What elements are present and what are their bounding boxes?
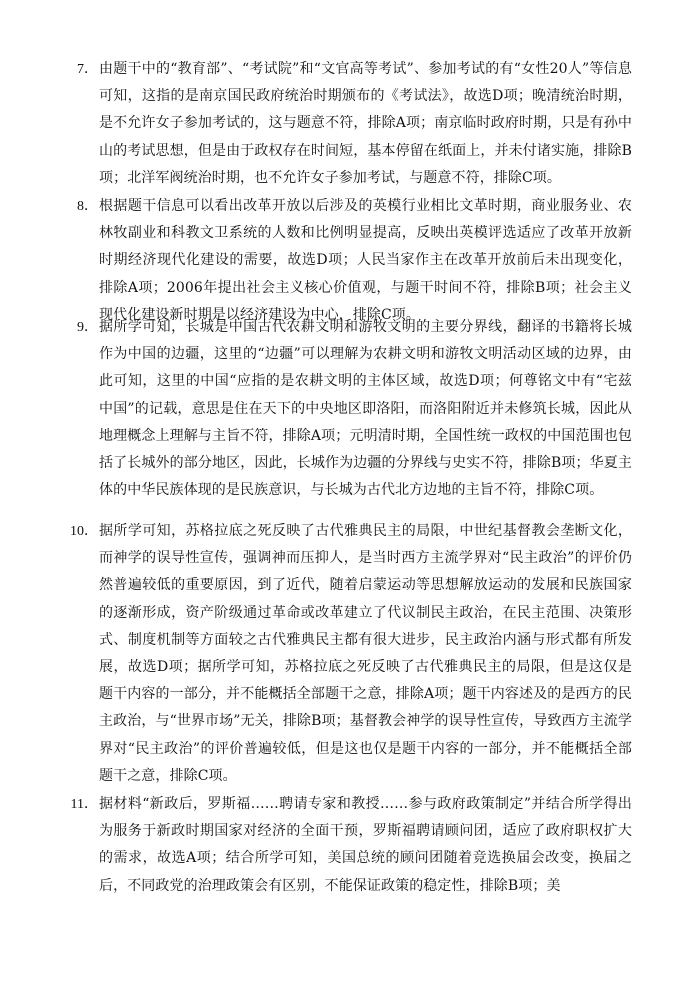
item-number: 8． bbox=[77, 199, 98, 214]
item-number: 11． bbox=[70, 797, 98, 812]
item-explanation: 据材料“新政后，罗斯福……聘请专家和教授……参与政府政策制定”并结合所学得出为服务于新政时期国家对经济的全面干预，罗斯福聘请顾问团，适应了政府职权扩大的需求，故选A项；结合所学可知，美国总统的顾问团随着竞选换届会改变，换届之后，不同政党的治理政策会有区别，不能保证政策的稳定性，排除B项；美 bbox=[99, 796, 632, 894]
item-number: 7． bbox=[77, 62, 98, 77]
item-number: 9． bbox=[77, 320, 98, 335]
item-explanation: 据所学可知，长城是中国古代农耕文明和游牧文明的主要分界线，翻译的书籍将长城作为中国的边疆，这里的“边疆”可以理解为农耕文明和游牧文明活动区域的边界，由此可知，这里的中国“应指的是农耕文明的主体区域，故选D项；何尊铭文中有“宅兹中国”的记载，意思是住在天下的中央地区即洛阳，而洛阳附近并未修筑长城，因此从地理概念上理解与主旨不符，排除A项；元明清时期，全国性统一政权的中国范围也包括了长城外的部分地区，因此，长城作为边疆的分界线与史实不符，排除B项；华夏主体的中华民族体现的是民族意识，与长城为古代北方边地的主旨不符，排除C项。 bbox=[99, 319, 632, 499]
answer-item-10 bbox=[66, 518, 632, 790]
answer-item-7 bbox=[66, 56, 632, 192]
answer-item-9 bbox=[66, 314, 632, 504]
answer-item-11 bbox=[66, 791, 632, 900]
answer-item-8 bbox=[66, 193, 632, 329]
item-explanation: 据所学可知，苏格拉底之死反映了古代雅典民主的局限，中世纪基督教会垄断文化，而神学的误导性宣传，强调神而压抑人，是当时西方主流学界对“民主政治”的评价仍然普遍较低的重要原因，到了近代，随着启蒙运动等思想解放运动的发展和民族国家的逐渐形成，资产阶级通过革命或改革建立了代议制民主政治，在民主范围、决策形式、制度机制等方面较之古代雅典民主都有很大进步，民主政治内涵与形式都有所发展，故选D项；据所学可知，苏格拉底之死反映了古代雅典民主的局限，但是这仅是题干内容的一部分，并不能概括全部题干之意，排除A项；题干内容述及的是西方的民主政治，与“世界市场”无关，排除B项；基督教会神学的误导性宣传，导致西方主流学界对“民主政治”的评价普遍较低，但是这也仅是题干内容的一部分，并不能概括全部题干之意，排除C项。 bbox=[99, 523, 632, 784]
item-number: 10． bbox=[70, 524, 98, 539]
item-explanation: 根据题干信息可以看出改革开放以后涉及的英模行业相比文革时期，商业服务业、农林牧副业和科教文卫系统的人数和比例明显提高，反映出英模评选适应了改革开放新时期经济现代化建设的需要，故选D项；人民当家作主在改革开放前后未出现变化，排除A项；2006年提出社会主义核心价值观，与题干时间不符，排除B项；社会主义现代化建设新时期是以经济建设为中心，排除C项。 bbox=[99, 198, 632, 323]
item-explanation: 由题干中的“教育部”、“考试院”和“文官高等考试”、参加考试的有“女性20人”等信息可知，这指的是南京国民政府统治时期颁布的《考试法》，故选D项；晚清统治时期，是不允许女子参加考试的，这与题意不符，排除A项；南京临时政府时期，只是有孙中山的考试思想，但是由于政权存在时间短，基本停留在纸面上，并未付诸实施，排除B项；北洋军阀统治时期，也不允许女子参加考试，与题意不符，排除C项。 bbox=[99, 61, 632, 186]
